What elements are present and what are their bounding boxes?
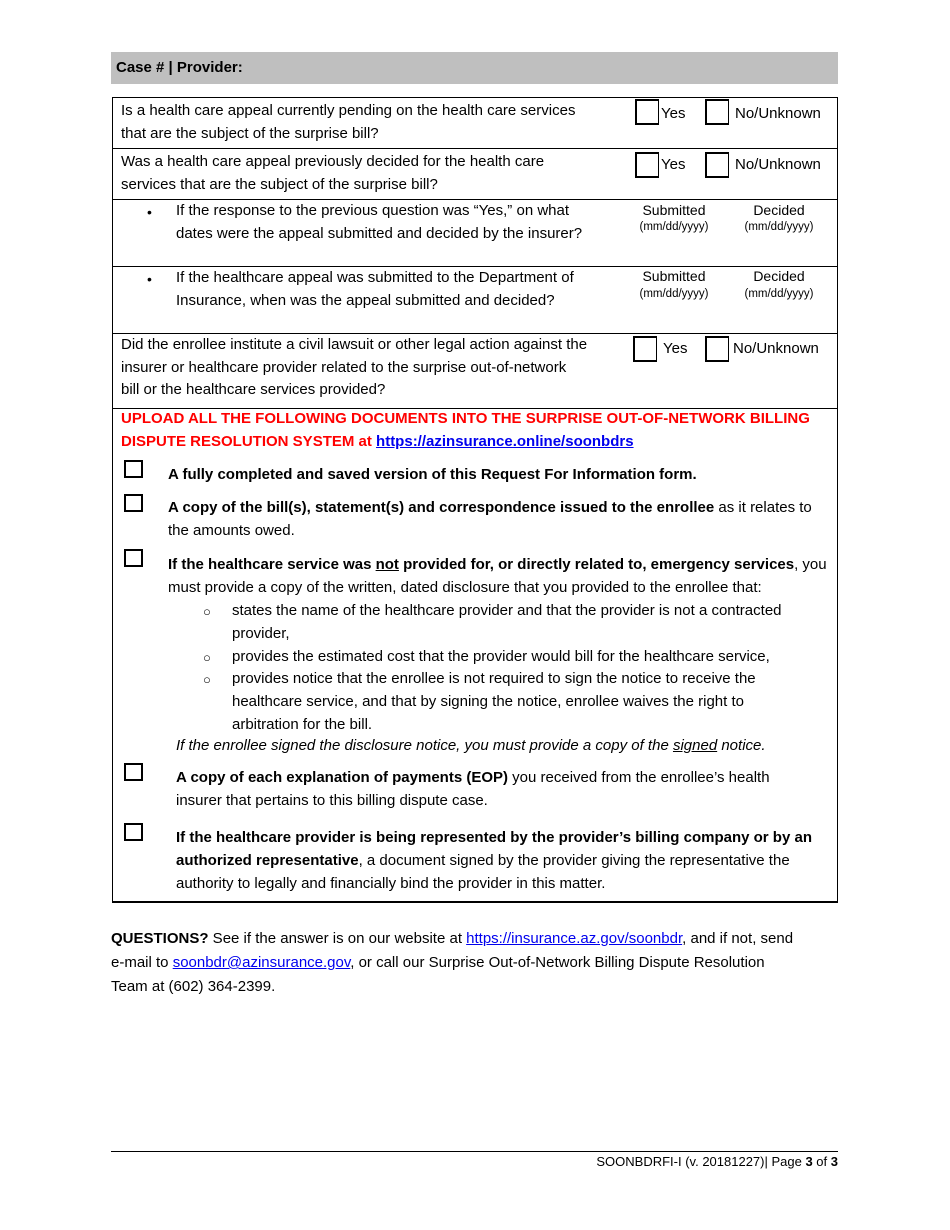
footer-divider bbox=[111, 1151, 838, 1152]
document-checkbox[interactable] bbox=[124, 460, 143, 478]
no-unknown-checkbox[interactable] bbox=[705, 152, 729, 178]
no-unknown-label: No/Unknown bbox=[735, 105, 821, 122]
yes-label: Yes bbox=[663, 340, 688, 357]
date-format-hint: (mm/dd/yyyy) bbox=[744, 288, 814, 300]
question-appeal-pending bbox=[112, 97, 838, 149]
submitted-label: Submitted bbox=[642, 202, 706, 218]
document-rfi-form: A fully completed and saved version of this Request For Information form. bbox=[168, 466, 697, 483]
footer-page-info: SOONBDRFI-I (v. 20181227)| Page 3 of 3 bbox=[596, 1154, 838, 1169]
document-disclosure: If the healthcare service was not provided for, or directly related to, emergency services, you must provide a copy of the written, dated disclosure that you provided to the enrollee that: bbox=[168, 556, 827, 596]
question-text: If the healthcare appeal was submitted to the Department of Insurance, when was the appeal submitted and decided? bbox=[176, 269, 574, 309]
sub-bullet: ○ bbox=[203, 604, 211, 619]
question-text: Was a health care appeal previously decided for the health care services that are the subject of the surprise bill? bbox=[121, 153, 545, 193]
submitted-label: Submitted bbox=[642, 268, 706, 284]
document-authorization: If the healthcare provider is being represented by the provider’s billing company or by an authorized representative, a document signed by the provider giving the representative the authority to legally and financially bind the provider in this matter. bbox=[176, 829, 812, 892]
no-unknown-checkbox[interactable] bbox=[705, 99, 729, 125]
document-eop: A copy of each explanation of payments (EOP) you received from the enrollee’s health insurer that pertains to this billing dispute case. bbox=[176, 769, 770, 809]
question-insurer-dates bbox=[112, 199, 838, 267]
question-appeal-decided bbox=[112, 148, 838, 200]
no-unknown-label: No/Unknown bbox=[735, 156, 821, 173]
date-format-hint: (mm/dd/yyyy) bbox=[744, 221, 814, 233]
document-checkbox[interactable] bbox=[124, 763, 143, 781]
yes-checkbox[interactable] bbox=[635, 152, 659, 178]
document-bills: A copy of the bill(s), statement(s) and correspondence issued to the enrollee as it relates to the amounts owed. bbox=[168, 499, 812, 539]
website-link[interactable]: https://insurance.az.gov/soonbdr bbox=[466, 930, 683, 947]
document-checkbox[interactable] bbox=[124, 549, 143, 567]
question-text: Did the enrollee institute a civil lawsuit or other legal action against the insurer or healthcare provider related to the surprise out-of-network bill or the healthcare services provided? bbox=[121, 336, 588, 398]
email-link[interactable]: soonbdr@azinsurance.gov bbox=[172, 954, 351, 971]
document-checkbox[interactable] bbox=[124, 823, 143, 841]
sub-bullet: ○ bbox=[203, 672, 211, 687]
date-format-hint: (mm/dd/yyyy) bbox=[639, 288, 709, 300]
date-format-hint: (mm/dd/yyyy) bbox=[639, 221, 709, 233]
document-checkbox[interactable] bbox=[124, 494, 143, 512]
question-civil-lawsuit bbox=[112, 333, 838, 409]
yes-checkbox[interactable] bbox=[635, 99, 659, 125]
yes-label: Yes bbox=[661, 156, 686, 173]
disclosure-item: provides the estimated cost that the provider would bill for the healthcare service, bbox=[232, 648, 770, 665]
decided-label: Decided bbox=[753, 268, 805, 284]
bullet: • bbox=[147, 271, 152, 287]
question-doi-dates bbox=[112, 266, 838, 334]
no-unknown-checkbox[interactable] bbox=[705, 336, 729, 362]
bullet: • bbox=[147, 204, 152, 220]
disclosure-item: provides notice that the enrollee is not required to sign the notice to receive the healthcare service, and that by signing the notice, enrollee waives the right to arbitration for the bill. bbox=[232, 670, 756, 733]
no-unknown-label: No/Unknown bbox=[733, 340, 819, 357]
yes-checkbox[interactable] bbox=[633, 336, 657, 362]
sub-bullet: ○ bbox=[203, 650, 211, 665]
upload-instructions: UPLOAD ALL THE FOLLOWING DOCUMENTS INTO THE SURPRISE OUT-OF-NETWORK BILLING DISPUTE RESOLUTION SYSTEM at https://azinsurance.online/soonbdrs bbox=[121, 410, 810, 450]
upload-link[interactable]: https://azinsurance.online/soonbdrs bbox=[376, 433, 634, 450]
yes-label: Yes bbox=[661, 105, 686, 122]
case-provider-header bbox=[111, 52, 838, 84]
decided-label: Decided bbox=[753, 202, 805, 218]
header-title: Case # | Provider: bbox=[116, 59, 243, 76]
questions-contact: QUESTIONS? See if the answer is on our website at https://insurance.az.gov/soonbdr, and if not, send e-mail to soonbdr@azinsurance.gov, or call our Surprise Out-of-Network Billing Dispute Resolution Team at (602) 364-2399. bbox=[111, 930, 794, 995]
disclosure-item: states the name of the healthcare provider and that the provider is not a contracted provider, bbox=[232, 602, 782, 642]
question-text: Is a health care appeal currently pending on the health care services that are the subject of the surprise bill? bbox=[121, 102, 576, 142]
signed-notice-instruction: If the enrollee signed the disclosure notice, you must provide a copy of the signed notice. bbox=[176, 737, 766, 754]
question-text: If the response to the previous question was “Yes,” on what dates were the appeal submitted and decided by the insurer? bbox=[176, 202, 583, 242]
